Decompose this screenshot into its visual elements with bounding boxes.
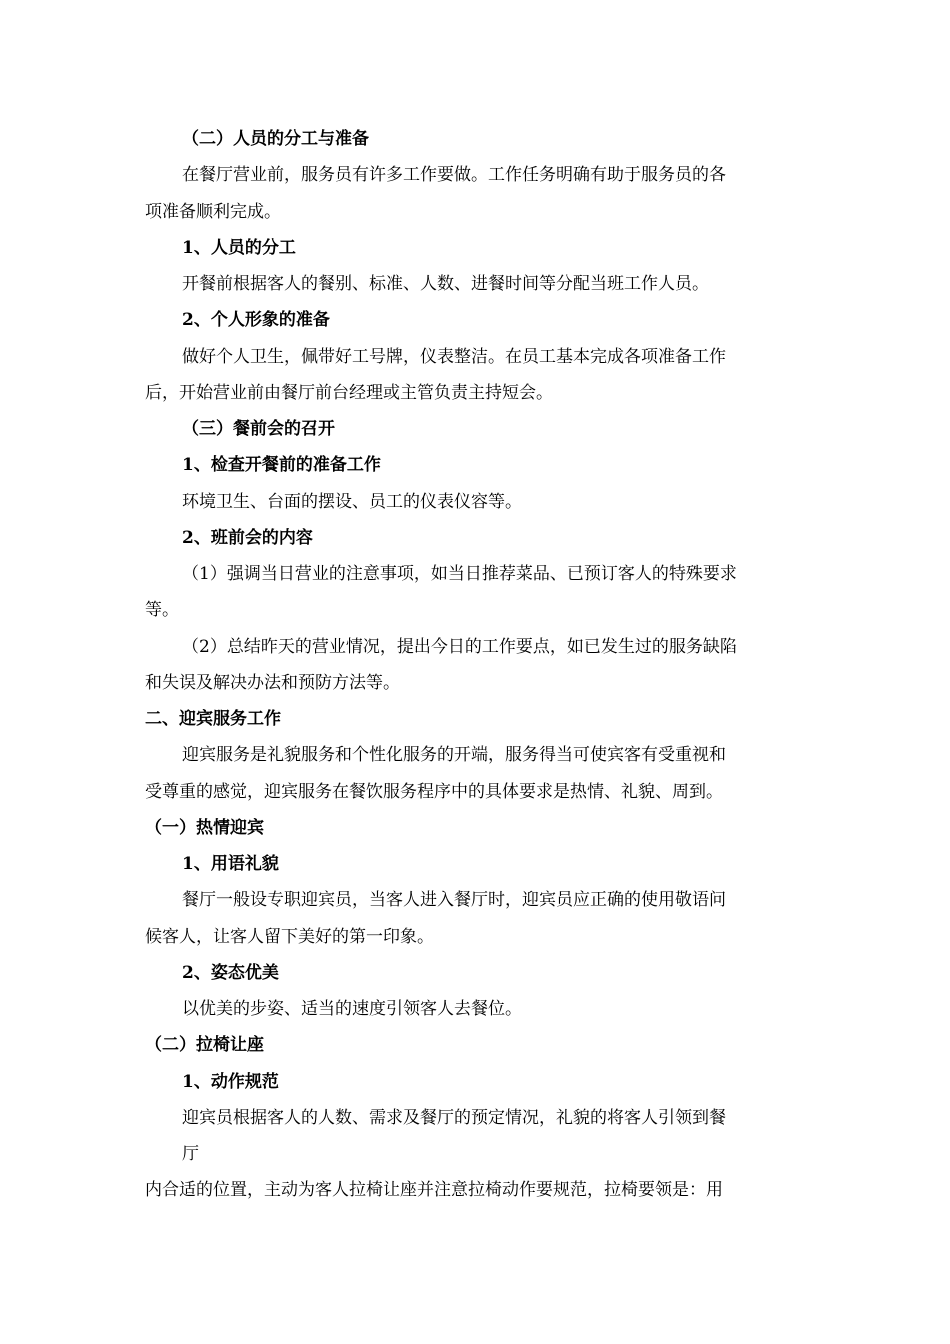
- subsection-heading: 2、个人形象的准备: [182, 310, 330, 330]
- paragraph-line: 受尊重的感觉，迎宾服务在餐饮服务程序中的具体要求是热情、礼貌、周到。: [145, 782, 723, 802]
- subsection-heading: 1、人员的分工: [182, 238, 296, 258]
- section-heading: （三）餐前会的召开: [182, 419, 335, 439]
- paragraph-line: （1）强调当日营业的注意事项，如当日推荐菜品、已预订客人的特殊要求: [182, 564, 737, 584]
- paragraph-line: 迎宾员根据客人的人数、需求及餐厅的预定情况，礼貌的将客人引领到餐: [182, 1108, 726, 1128]
- paragraph-line: 在餐厅营业前，服务员有许多工作要做。工作任务明确有助于服务员的各: [182, 165, 726, 185]
- section-heading: （二）人员的分工与准备: [182, 129, 369, 149]
- paragraph-line: 项准备顺利完成。: [145, 202, 281, 222]
- paragraph-line: 厅: [182, 1144, 199, 1164]
- subsection-heading: 2、姿态优美: [182, 963, 279, 983]
- paragraph-line: 以优美的步姿、适当的速度引领客人去餐位。: [182, 999, 522, 1019]
- paragraph-line: 餐厅一般设专职迎宾员，当客人进入餐厅时，迎宾员应正确的使用敬语问: [182, 890, 726, 910]
- paragraph-line: 后，开始营业前由餐厅前台经理或主管负责主持短会。: [145, 383, 553, 403]
- paragraph-line: 和失误及解决办法和预防方法等。: [145, 673, 400, 693]
- subsection-heading: 1、动作规范: [182, 1072, 279, 1092]
- paragraph-line: 开餐前根据客人的餐别、标准、人数、进餐时间等分配当班工作人员。: [182, 274, 709, 294]
- paragraph-line: 内合适的位置，主动为客人拉椅让座并注意拉椅动作要规范，拉椅要领是：用: [145, 1180, 723, 1200]
- paragraph-line: （2）总结昨天的营业情况，提出今日的工作要点，如已发生过的服务缺陷: [182, 637, 737, 657]
- section-heading: （一）热情迎宾: [145, 818, 264, 838]
- chapter-heading: 二、迎宾服务工作: [145, 709, 281, 729]
- paragraph-line: 做好个人卫生，佩带好工号牌，仪表整洁。在员工基本完成各项准备工作: [182, 347, 726, 367]
- paragraph-line: 环境卫生、台面的摆设、员工的仪表仪容等。: [182, 492, 522, 512]
- section-heading: （二）拉椅让座: [145, 1035, 264, 1055]
- subsection-heading: 1、用语礼貌: [182, 854, 279, 874]
- paragraph-line: 等。: [145, 600, 179, 620]
- paragraph-line: 迎宾服务是礼貌服务和个性化服务的开端，服务得当可使宾客有受重视和: [182, 745, 726, 765]
- subsection-heading: 2、班前会的内容: [182, 528, 313, 548]
- paragraph-line: 候客人，让客人留下美好的第一印象。: [145, 927, 434, 947]
- subsection-heading: 1、检查开餐前的准备工作: [182, 455, 381, 475]
